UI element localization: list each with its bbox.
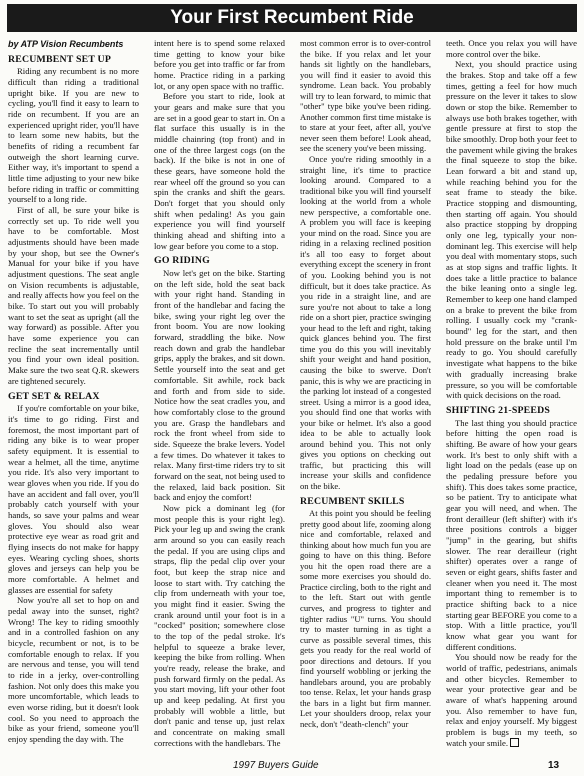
byline: by ATP Vision Recumbents [8, 39, 124, 49]
paragraph: Now let's get on the bike. Starting on the left side, hold the seat back with your right hand. Standing in front of the handlebar and facing the bike, swing your right leg over the front boom. You are now looking forward, straddling the bike. Now reach down and grab the handlebar grips, apply the brakes, and sit down. Settle yourself into the seat and get comfortable. Sit awhile, rock back and forth and from side to side. Notice how the seat cradles you, and how comfortably close to the ground you are. Grasp the handlebars and rock the front wheel from side to side. Squeeze the brake levers. Yodel a few times. Do whatever it takes to relax. Many first-time riders try to sit forward on the seat, not being used to the relaxed, laid back position. Sit back and enjoy the comfort! [154, 268, 285, 503]
article-title: Your First Recumbent Ride [170, 7, 414, 28]
column-2 [154, 38, 285, 754]
section-heading: RECUMBENT SET UP [8, 53, 112, 65]
column-4 [446, 38, 577, 754]
footer-guide-name: 1997 Buyers Guide [233, 760, 319, 771]
section-heading: GO RIDING [154, 255, 210, 267]
page-footer [0, 760, 584, 774]
paragraph: Next, you should practice using the brakes. Stop and take off a few times, getting a feel for how much pressure on the lever it takes to slow down or stop the bike. Remember to always use both brakes together, with gentle pressure at first to stop the bike smoothly. Drop both your feet to the pavement while giving the brakes the final squeeze to stop the bike. Lean forward a bit and stand up, while reaching behind you for the seat frame to steady the bike. Practice stopping and dismounting, then starting off again. You should also practice stopping by dropping only one leg, typically your non-dominant leg. This exercise will help you deal with momentary stops, such as at stop signs and traffic lights. It does take a little practice to balance the bike leaning onto a single leg. Remember to keep one hand clamped on a brake to prevent the bike from rolling. I usually cock my "crank-bound" leg for the start, and then hold pressure on the brake until I'm ready to go. You should carefully investigate what happens to the bike with gradually increasing brake pressure, so you will be comfortable with quick decisions on the road. [446, 59, 577, 401]
paragraph: intent here is to spend some relaxed time getting to know your bike before you get into traffic or far from home. Practice riding in a parking lot, or any open space with no traffic. [154, 38, 285, 91]
paragraph: The last thing you should practice before hitting the open road is shifting. Be aware of how your gears work. It's best to only shift with a light load on the pedals (ease up on the pedaling pressure before you shift). This does takes some practice, so be patient. Try to anticipate what gear you will need, and when. The front derailleur (left shifter) with it's three positions controls a bigger "jump" in the gearing, but shifts slower. The rear derailleur (right shifter) operates over a range of seven or eight gears, shifts faster and cleaner when you need it. The most important thing to remember is to practice shifting back to a nice starting gear BEFORE you come to a stop. With a little practice, you'll know what gear you want for different conditions. [446, 417, 577, 652]
paragraph: First of all, be sure your bike is correctly set up. To ride well you have to be comfortable. Most adjustments should have been made by your shop, but see the Owner's Manual for your bike if you have adjustment questions. The seat angle on Vision recumbents is adjustable, and really affects how you feel on the bike. To start out you will probably want to set the seat as upright (all the way forward) as possible. After you have some experience you can recline the seat incrementally until you find your own ideal position. Make sure the two seat Q.R. skewers are tightened securely. [8, 205, 139, 386]
section-heading: SHIFTING 21-SPEEDS [446, 404, 551, 416]
column-1 [8, 38, 139, 754]
paragraph: Now pick a dominant leg (for most people this is your right leg). Pick your leg up and swing the crank arm around so you can easily reach the pedal. If you are using clips and straps, flip the pedal clip over your foot, but keep the strap nice and loose to start with. Try catching the clip from underneath with your toe, you might find it easier. Swing the crank around until your foot is in a "cocked" position; somewhere close to the top of the pedal stroke. It's helpful to squeeze a brake lever, keeping the bike from rolling. When you're ready, release the brake, and push forward firmly on the pedal. As you start moving, lift your other foot up and keep pedaling. At first you probably will wobble a little, but don't panic and tense up, just relax and concentrate on making small corrections with the handlebars. The [154, 502, 285, 748]
paragraph: most common error is to over-control the bike. If you relax and let your hands sit lightly on the handlebars, you will find it easier to avoid this syndrome. Lean back. You probably will try to lean forward, to mimic that "other" type bike you've been riding. Another common first time mistake is to stare at your feet, after all, you've never seen them before! Look ahead, see the scenery you've been missing. [300, 38, 431, 154]
paragraph: Riding any recumbent is no more difficult than riding a traditional upright bike. If you are new to cycling, you'll find it easy to learn to ride on recumbent. If you are an experienced upright rider, you'll have to learn some new habits, but the benefits of riding a recumbent far outweigh the short learning curve. Either way, it's important to spend a little time adjusting to your new bike before riding in traffic or committing yourself to a long ride. [8, 66, 139, 205]
paragraph: At this point you should be feeling pretty good about life, zooming along nice and comfortable, relaxed and thinking about how much fun you are going to have on this thing. Before you hit the open road there are a some more exercises you should do. Practice circling, both to the right and to the left. Start out with gentle curves, and progress to tighter and tighter radius "U" turns. You should try to master turning in as tight a curve as possible several times, this gets you ready for the real world of poor directions and detours. If you find yourself wobbling or jerking the handlebars around, you are probably too tense. Relax, let your hands grasp the bars in a light but firm manner. Let your shoulders droop, relax your neck, don't "death-clench" your [300, 508, 431, 729]
paragraph: Once you're riding smoothly in a straight line, it's time to practice looking around. Compared to a traditional bike you will find yourself looking at the world from a whole new perspective, a comfortable one. A problem you will face is keeping your mind on the road. Since you are riding in a relaxing reclined position it's all too easy to forget about everything except the scenery in front of you. Looking behind you is not difficult, but it does take practice. As you ride in a straight line, and are sure you're not about to take a long ride on a short pier, practice swinging your head to the left and right, taking quick glances behind you. The first time you do this you will inevitably shift your weight and hand position, causing the bike to swerve. Don't panic, this is why we are practicing in the parking lot instead of a congested street. Using a mirror is a good idea, you should find one that works with your bike or helmet. It's also a good idea to be able to actually look around behind you. This not only gives you options on checking out traffic, but practicing this will increase your skills and confidence on the bike. [300, 154, 431, 491]
paragraph-text: You should now be ready for the world of traffic, pedestrians, animals and other bicycles. Remember to wear your protective gear and be aware of what's happening around you. Also remember to have fun, relax and enjoy yourself. My biggest problem is bugs in my teeth, so watch your smile. [446, 652, 577, 748]
page-number: 13 [548, 760, 560, 771]
paragraph: teeth. Once you relax you will have more control over the bike. [446, 38, 577, 59]
column-3 [300, 38, 431, 754]
title-banner [7, 4, 577, 32]
paragraph [446, 652, 577, 748]
paragraph: If you're comfortable on your bike, it's time to go riding. First and foremost, the most important part of riding any bike is to wear proper safety equipment. It is essential to wear a helmet, all the time, anytime you ride. It's also very important to wear gloves when you ride. If you do have an accident and fall over, you'll probably catch yourself with your hands, so save your palms and wear gloves. You should also wear protective eye wear as road grit and flying insects do not make for happy eyes. Wearing cycling shoes, shorts gloves and jerseys can help you be more comfortable. A helmet and glasses are essential for safety [8, 403, 139, 595]
end-mark-icon [510, 738, 519, 747]
article-columns [8, 38, 578, 754]
paragraph: Now you're all set to hop on and pedal away into the sunset, right? Wrong! The key to riding smoothly and in a controlled fashion on any bicycle, recumbent or not, is to be comfortable enough to relax. If you are nervous and tense, you will tend to ride in a jerky, over-controlling fashion. Not only does this make you more uncomfortable, which leads to even worse riding, but it doesn't look cool. So you need to approach the bike as your friend, someone you'll enjoy spending the day with. The [8, 595, 139, 744]
section-heading: RECUMBENT SKILLS [300, 495, 405, 507]
section-heading: GET SET & RELAX [8, 390, 100, 402]
paragraph: Before you start to ride, look at your gears and make sure that you are set in a good gear to start in. On a flat surface this usually is in the middle chainring (top front) and in one of the three largest cogs (on the back). If the bike is not in one of these gears, have someone hold the rear wheel off the ground so you can spin the cranks and shift the gears. Don't forget that you should only shift when pedaling! As you gain experience you will find yourself thinking ahead and shifting into a low gear before you come to a stop. [154, 91, 285, 251]
